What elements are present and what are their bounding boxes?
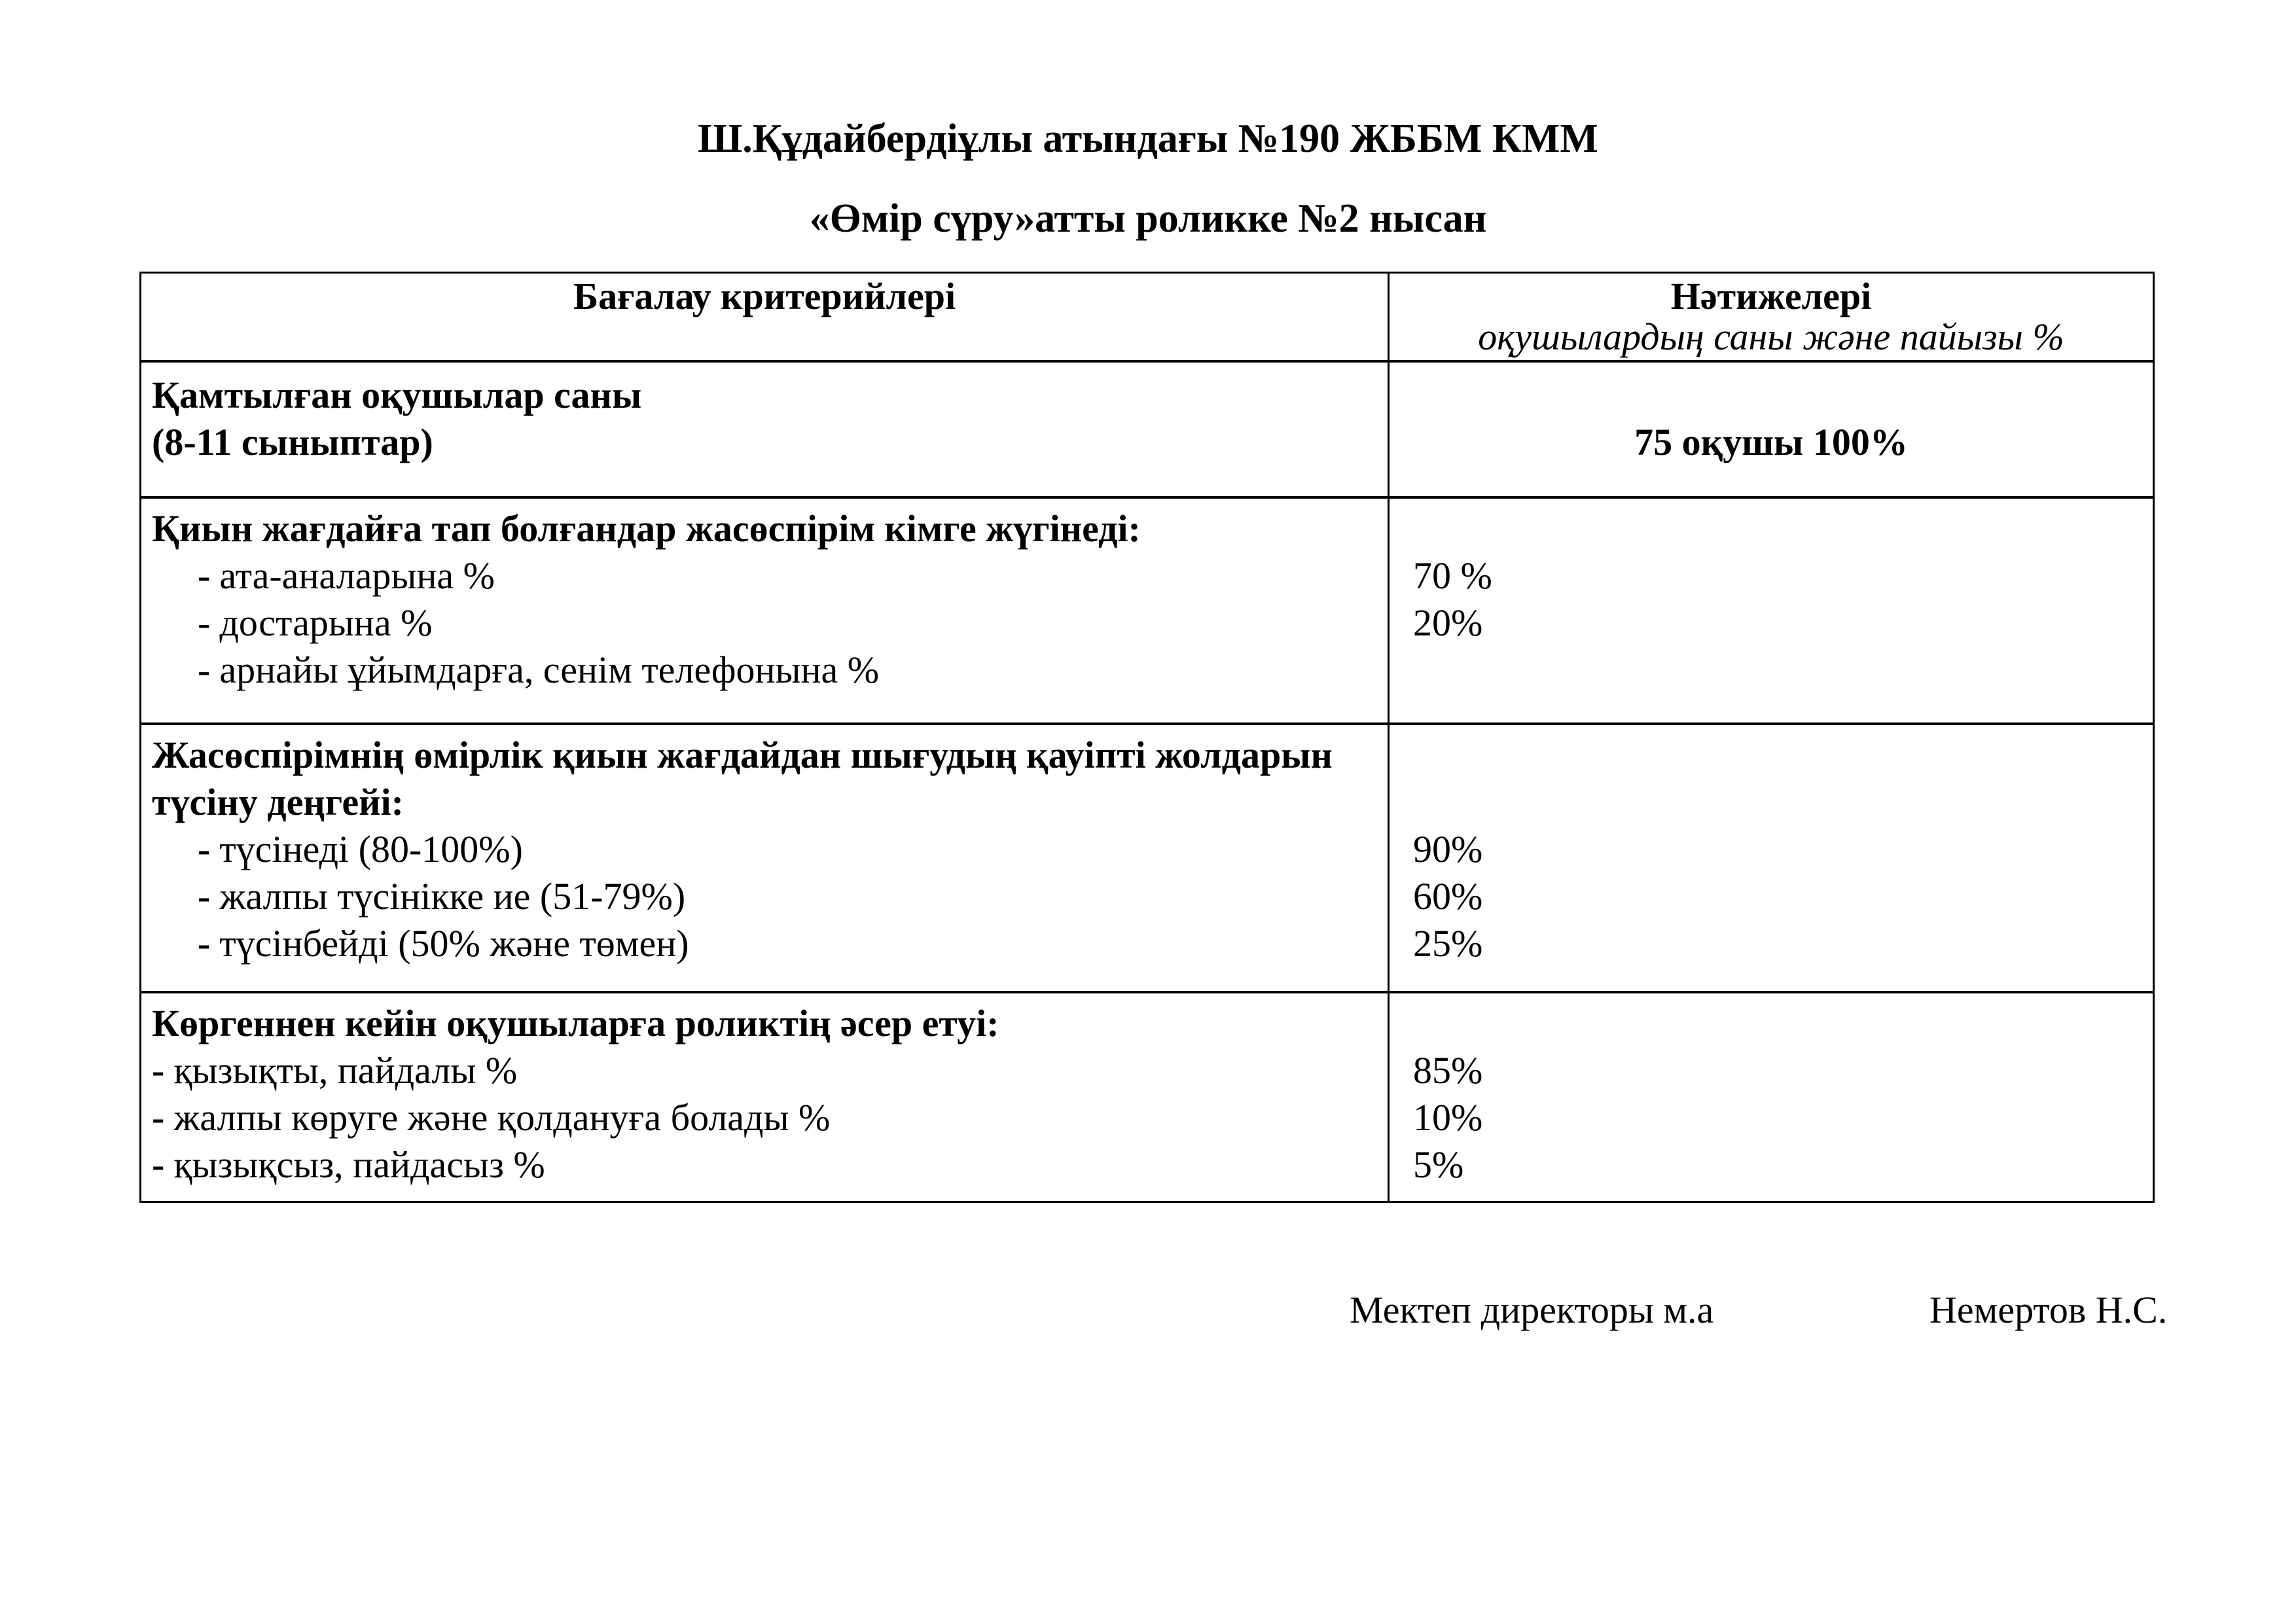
row2-result-1: 70 % <box>1413 554 1492 597</box>
row3-result-3: 25% <box>1413 922 1483 965</box>
row3-item-1-text: түсінеді (80-100%) <box>219 828 523 870</box>
row3-result-2: 60% <box>1413 875 1483 918</box>
document-subtitle: «Өмір сүру»атты роликке №2 нысан <box>809 196 1487 241</box>
row4-criteria-cell <box>141 993 1388 1201</box>
row1-criteria-cell <box>141 363 1388 499</box>
row3-result-cell <box>1388 725 2153 993</box>
row3-heading-line1: Жасөспірімнің өмірлік қиын жағдайдан шығудың қауіпті жолдарын <box>152 734 1333 776</box>
list-dash: - <box>198 875 211 918</box>
row3-item-3-text: түсінбейді (50% және төмен) <box>219 922 689 965</box>
row3-heading-line2: түсіну деңгейі: <box>152 781 404 823</box>
row4-item-2 <box>152 1094 1377 1141</box>
row2-result-2: 20% <box>1413 601 1483 644</box>
results-column-header: Нәтижелері <box>1670 275 1872 317</box>
row2-item-1-text: ата-аналарына % <box>219 554 495 597</box>
footer-signer-name: Немертов Н.С. <box>1929 1289 2168 1331</box>
row3-item-1 <box>152 826 1377 873</box>
header-cell-criteria <box>141 274 1388 363</box>
row1-criteria-line2: (8-11 сыныптар) <box>152 421 433 463</box>
row4-result-3: 5% <box>1413 1143 1464 1186</box>
list-dash: - <box>198 601 211 644</box>
row3-item-2 <box>152 873 1377 920</box>
row2-result-cell <box>1388 499 2153 725</box>
footer-signer-role: Мектеп директоры м.а <box>1350 1289 1714 1331</box>
row3-result-1: 90% <box>1413 828 1483 870</box>
row4-item-3-text: қызықсыз, пайдасыз % <box>173 1143 545 1186</box>
row2-item-1 <box>152 552 1377 599</box>
row4-item-3 <box>152 1141 1377 1188</box>
list-dash: - <box>152 1049 165 1092</box>
list-dash: - <box>198 649 211 691</box>
row2-item-3-text: арнайы ұйымдарға, сенім телефонына % <box>219 649 880 691</box>
list-dash: - <box>152 1096 165 1139</box>
results-column-subheader: оқушылардың саны және пайызы % <box>1478 315 2064 358</box>
list-dash: - <box>198 922 211 965</box>
row1-result-value: 75 оқушы 100% <box>1634 421 1908 463</box>
row2-item-3 <box>152 647 1377 694</box>
row4-item-1 <box>152 1047 1377 1094</box>
row3-criteria-cell <box>141 725 1388 993</box>
row2-criteria-cell <box>141 499 1388 725</box>
row4-item-1-text: қызықты, пайдалы % <box>173 1049 518 1092</box>
list-dash: - <box>152 1143 165 1186</box>
row4-result-1: 85% <box>1413 1049 1483 1092</box>
list-dash: - <box>198 828 211 870</box>
row1-result-cell <box>1388 363 2153 499</box>
row4-result-2: 10% <box>1413 1096 1483 1139</box>
document-title: Ш.Құдайбердіұлы атындағы №190 ЖББМ КММ <box>698 116 1598 161</box>
row3-item-3 <box>152 920 1377 967</box>
criteria-column-header: Бағалау критерийлері <box>573 275 956 317</box>
row2-heading: Қиын жағдайға тап болғандар жасөспірім кімге жүгінеді: <box>152 507 1141 550</box>
row4-item-2-text: жалпы көруге және қолдануға болады % <box>173 1096 831 1139</box>
list-dash: - <box>198 554 211 597</box>
header-cell-results <box>1388 274 2153 363</box>
row2-item-2 <box>152 599 1377 647</box>
row1-criteria-line1: Қамтылған оқушылар саны <box>152 374 642 416</box>
evaluation-table <box>139 272 2155 1203</box>
row3-item-2-text: жалпы түсінікке ие (51-79%) <box>219 875 686 918</box>
row4-heading: Көргеннен кейін оқушыларға роликтің әсер етуі: <box>152 1002 999 1044</box>
row2-item-2-text: достарына % <box>219 601 433 644</box>
row4-result-cell <box>1388 993 2153 1201</box>
